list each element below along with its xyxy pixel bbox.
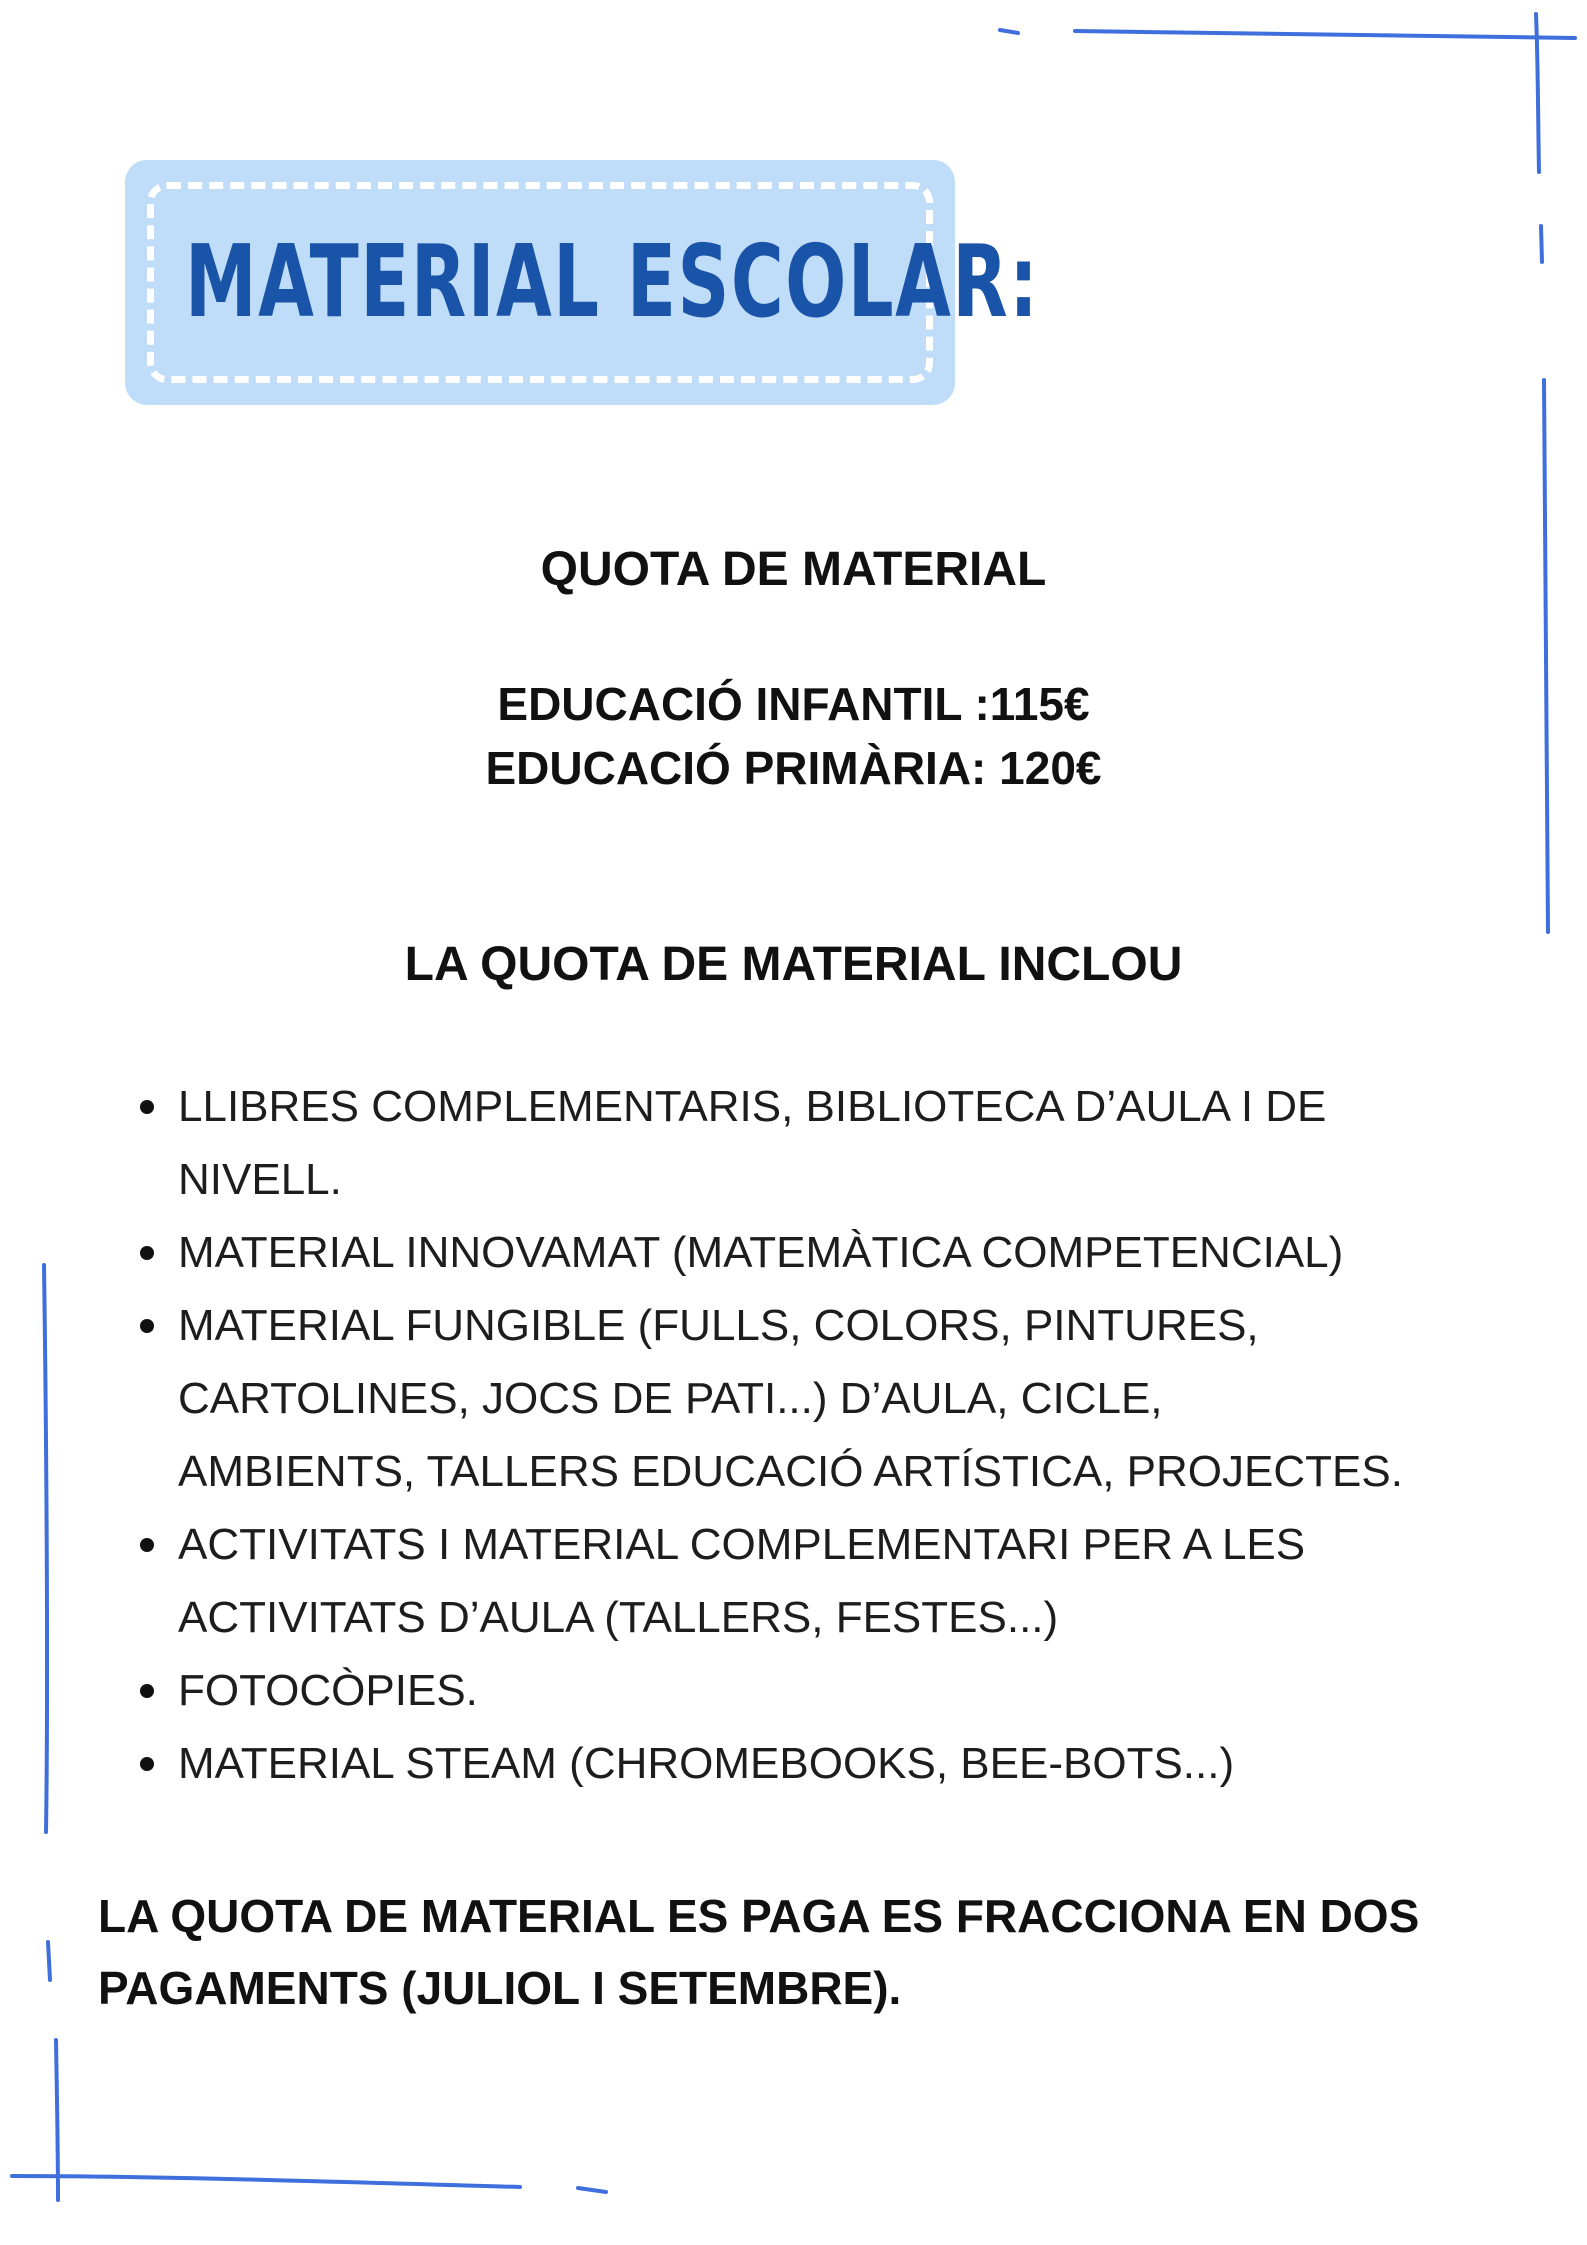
- included-item-text: MATERIAL STEAM (CHROMEBOOKS, BEE-BOTS...): [178, 1739, 1235, 1788]
- included-item-photocopies: [0, 1654, 1408, 1727]
- payment-note: LA QUOTA DE MATERIAL ES PAGA ES FRACCIONA EN DOS PAGAMENTS (JULIOL I SETEMBRE).: [98, 1890, 1420, 2014]
- left-vertical-tick: [48, 1942, 50, 1980]
- included-item-steam-material: [0, 1727, 1408, 1800]
- bottom-left-horizontal-line: [12, 2176, 520, 2187]
- title-banner: [125, 160, 1040, 405]
- primary-education-price: EDUCACIÓ PRIMÀRIA: 120€: [485, 742, 1102, 794]
- bullet-icon: [140, 1538, 154, 1552]
- included-item-text: MATERIAL FUNGIBLE (FULLS, COLORS, PINTURES, CARTOLINES, JOCS DE PATI...) D’AULA, CICLE, AMBIENTS, TALLERS EDUCACIÓ ARTÍSTICA, PROJECTES.: [178, 1301, 1403, 1496]
- included-item-complementary-activities: [0, 1508, 1408, 1654]
- infant-education-price: EDUCACIÓ INFANTIL :115€: [497, 678, 1090, 730]
- included-item-text: LLIBRES COMPLEMENTARIS, BIBLIOTECA D’AULA I DE NIVELL.: [178, 1082, 1327, 1204]
- right-vertical-line: [1544, 380, 1548, 932]
- bullet-icon: [140, 1684, 154, 1698]
- top-right-horizontal-line: [1075, 31, 1575, 38]
- top-right-vertical-line: [1536, 14, 1539, 172]
- included-items-list: [0, 1070, 1587, 1800]
- bottom-left-vertical-line: [56, 2040, 58, 2200]
- included-item-text: MATERIAL INNOVAMAT (MATEMÀTICA COMPETENCIAL): [178, 1228, 1344, 1277]
- included-item-innovamat: [0, 1216, 1408, 1289]
- bullet-icon: [140, 1319, 154, 1333]
- quota-heading: QUOTA DE MATERIAL: [540, 543, 1047, 596]
- included-item-text: ACTIVITATS I MATERIAL COMPLEMENTARI PER A LES ACTIVITATS D’AULA (TALLERS, FESTES...): [178, 1520, 1306, 1642]
- includes-heading: LA QUOTA DE MATERIAL INCLOU: [404, 938, 1183, 991]
- right-vertical-tick: [1541, 226, 1542, 262]
- bullet-icon: [140, 1757, 154, 1771]
- included-item-text: FOTOCÒPIES.: [178, 1666, 478, 1715]
- included-item-complementary-books: [0, 1070, 1408, 1216]
- top-right-horizontal-stroke: [1000, 30, 1018, 33]
- included-item-fungible-material: [0, 1289, 1408, 1508]
- bullet-icon: [140, 1246, 154, 1260]
- page-title: MATERIAL ESCOLAR:: [185, 223, 1040, 340]
- bottom-horizontal-stroke: [578, 2188, 606, 2192]
- bullet-icon: [140, 1100, 154, 1114]
